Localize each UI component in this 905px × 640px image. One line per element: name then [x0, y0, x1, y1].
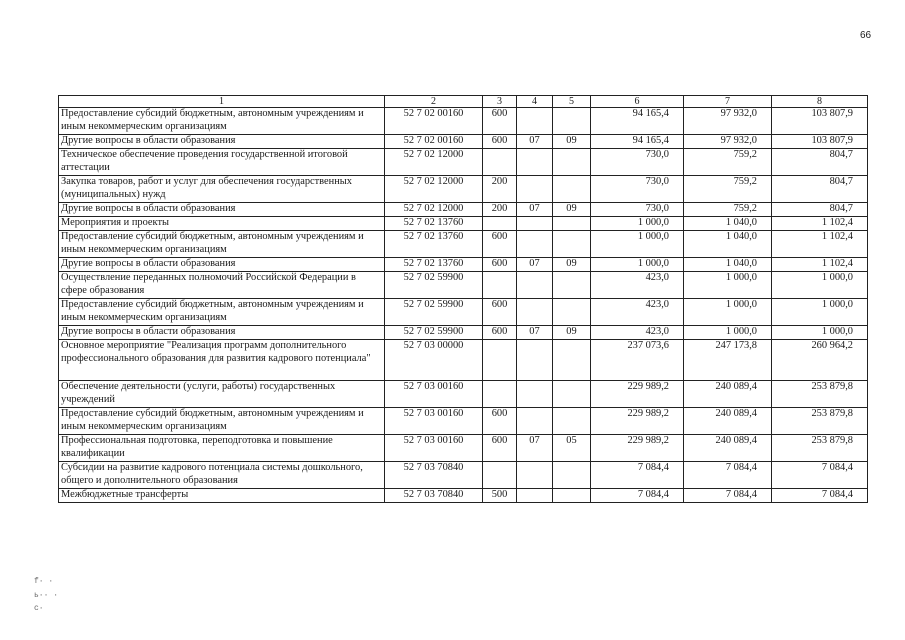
cell-subsection [553, 176, 591, 203]
cell-value-2023: 7 084,4 [772, 462, 868, 489]
cell-type: 600 [483, 408, 517, 435]
table-row [59, 135, 868, 149]
table-row [59, 408, 868, 435]
column-number-row [59, 96, 868, 108]
cell-value-2021: 730,0 [591, 203, 684, 217]
cell-name: Основное мероприятие "Реализация программ дополнительного профессионального образования для развития кадрового потенциала" [59, 340, 385, 381]
cell-value-2021: 94 165,4 [591, 135, 684, 149]
cell-type: 600 [483, 435, 517, 462]
cell-value-2023: 260 964,2 [772, 340, 868, 381]
cell-value-2022: 240 089,4 [684, 435, 772, 462]
cell-value-2022: 97 932,0 [684, 108, 772, 135]
cell-value-2021: 1 000,0 [591, 231, 684, 258]
cell-code: 52 7 02 13760 [385, 258, 483, 272]
cell-type: 600 [483, 135, 517, 149]
cell-section [517, 217, 553, 231]
table-row [59, 326, 868, 340]
cell-type: 600 [483, 258, 517, 272]
table-row [59, 299, 868, 326]
table-row [59, 149, 868, 176]
cell-value-2022: 759,2 [684, 203, 772, 217]
cell-type: 600 [483, 326, 517, 340]
cell-value-2023: 1 000,0 [772, 272, 868, 299]
cell-name: Другие вопросы в области образования [59, 203, 385, 217]
cell-type: 600 [483, 108, 517, 135]
cell-value-2021: 229 989,2 [591, 435, 684, 462]
cell-subsection [553, 340, 591, 381]
cell-value-2022: 1 000,0 [684, 299, 772, 326]
cell-type [483, 462, 517, 489]
cell-code: 52 7 02 13760 [385, 217, 483, 231]
cell-value-2023: 804,7 [772, 176, 868, 203]
cell-section: 07 [517, 258, 553, 272]
table-row [59, 108, 868, 135]
cell-code: 52 7 02 12000 [385, 176, 483, 203]
cell-value-2021: 7 084,4 [591, 489, 684, 503]
table-row [59, 258, 868, 272]
column-number: 2 [385, 96, 483, 108]
cell-name: Предоставление субсидий бюджетным, автономным учреждениям и иным некоммерческим организациям [59, 299, 385, 326]
cell-value-2022: 759,2 [684, 149, 772, 176]
cell-subsection [553, 217, 591, 231]
cell-subsection [553, 149, 591, 176]
table-row [59, 217, 868, 231]
cell-subsection [553, 231, 591, 258]
cell-section: 07 [517, 326, 553, 340]
column-number: 7 [684, 96, 772, 108]
cell-subsection: 09 [553, 135, 591, 149]
table-row [59, 381, 868, 408]
cell-value-2023: 253 879,8 [772, 408, 868, 435]
cell-section [517, 462, 553, 489]
table-row [59, 231, 868, 258]
cell-name: Профессиональная подготовка, переподготовка и повышение квалификации [59, 435, 385, 462]
cell-code: 52 7 02 59900 [385, 326, 483, 340]
cell-code: 52 7 03 00160 [385, 435, 483, 462]
cell-value-2023: 7 084,4 [772, 489, 868, 503]
cell-value-2023: 253 879,8 [772, 435, 868, 462]
table-row [59, 340, 868, 381]
cell-subsection [553, 299, 591, 326]
table-body [59, 96, 868, 503]
cell-type: 500 [483, 489, 517, 503]
cell-code: 52 7 03 00160 [385, 381, 483, 408]
cell-type [483, 272, 517, 299]
cell-value-2021: 7 084,4 [591, 462, 684, 489]
cell-code: 52 7 02 59900 [385, 299, 483, 326]
cell-section [517, 489, 553, 503]
cell-name: Предоставление субсидий бюджетным, автономным учреждениям и иным некоммерческим организациям [59, 408, 385, 435]
page-number: 66 [860, 30, 872, 41]
cell-code: 52 7 02 00160 [385, 108, 483, 135]
column-number: 6 [591, 96, 684, 108]
cell-name: Предоставление субсидий бюджетным, автономным учреждениям и иным некоммерческим организациям [59, 108, 385, 135]
cell-value-2022: 1 000,0 [684, 326, 772, 340]
cell-value-2021: 423,0 [591, 272, 684, 299]
cell-value-2023: 1 000,0 [772, 326, 868, 340]
cell-subsection [553, 462, 591, 489]
cell-value-2021: 1 000,0 [591, 258, 684, 272]
cell-section [517, 108, 553, 135]
cell-value-2021: 229 989,2 [591, 408, 684, 435]
cell-code: 52 7 03 00160 [385, 408, 483, 435]
cell-value-2023: 804,7 [772, 203, 868, 217]
cell-value-2022: 759,2 [684, 176, 772, 203]
cell-value-2022: 7 084,4 [684, 489, 772, 503]
cell-value-2021: 423,0 [591, 299, 684, 326]
cell-name: Другие вопросы в области образования [59, 258, 385, 272]
table-row [59, 203, 868, 217]
cell-value-2021: 423,0 [591, 326, 684, 340]
cell-subsection [553, 381, 591, 408]
cell-value-2023: 1 102,4 [772, 258, 868, 272]
column-number: 8 [772, 96, 868, 108]
cell-subsection [553, 408, 591, 435]
cell-value-2023: 1 000,0 [772, 299, 868, 326]
cell-type: 600 [483, 231, 517, 258]
table-row [59, 435, 868, 462]
cell-type: 600 [483, 299, 517, 326]
cell-name: Обеспечение деятельности (услуги, работы) государственных учреждений [59, 381, 385, 408]
cell-section [517, 149, 553, 176]
table-row [59, 489, 868, 503]
cell-value-2021: 730,0 [591, 176, 684, 203]
cell-type [483, 381, 517, 408]
cell-name: Мероприятия и проекты [59, 217, 385, 231]
table-row [59, 462, 868, 489]
cell-value-2022: 240 089,4 [684, 408, 772, 435]
table-row [59, 272, 868, 299]
cell-name: Межбюджетные трансферты [59, 489, 385, 503]
cell-subsection [553, 272, 591, 299]
cell-value-2022: 1 000,0 [684, 272, 772, 299]
margin-scan-mark: f· · [34, 577, 54, 586]
cell-value-2021: 237 073,6 [591, 340, 684, 381]
cell-type: 200 [483, 203, 517, 217]
column-number: 3 [483, 96, 517, 108]
cell-subsection: 05 [553, 435, 591, 462]
cell-section [517, 381, 553, 408]
cell-type [483, 149, 517, 176]
cell-value-2021: 94 165,4 [591, 108, 684, 135]
cell-code: 52 7 02 12000 [385, 203, 483, 217]
cell-value-2022: 1 040,0 [684, 231, 772, 258]
cell-code: 52 7 02 13760 [385, 231, 483, 258]
cell-subsection: 09 [553, 258, 591, 272]
cell-code: 52 7 02 12000 [385, 149, 483, 176]
cell-subsection: 09 [553, 203, 591, 217]
cell-subsection [553, 489, 591, 503]
cell-section: 07 [517, 135, 553, 149]
cell-code: 52 7 03 00000 [385, 340, 483, 381]
cell-value-2022: 97 932,0 [684, 135, 772, 149]
cell-name: Техническое обеспечение проведения государственной итоговой аттестации [59, 149, 385, 176]
cell-section: 07 [517, 203, 553, 217]
cell-value-2023: 1 102,4 [772, 217, 868, 231]
cell-value-2021: 730,0 [591, 149, 684, 176]
cell-subsection [553, 108, 591, 135]
cell-name: Субсидии на развитие кадрового потенциала системы дошкольного, общего и дополнительного образования [59, 462, 385, 489]
cell-section [517, 299, 553, 326]
cell-section [517, 176, 553, 203]
column-number: 5 [553, 96, 591, 108]
cell-section [517, 272, 553, 299]
margin-scan-mark: ь·· · [34, 591, 59, 600]
cell-type [483, 340, 517, 381]
cell-value-2021: 229 989,2 [591, 381, 684, 408]
cell-value-2022: 7 084,4 [684, 462, 772, 489]
cell-section [517, 231, 553, 258]
cell-name: Закупка товаров, работ и услуг для обеспечения государственных (муниципальных) нужд [59, 176, 385, 203]
cell-subsection: 09 [553, 326, 591, 340]
cell-value-2023: 103 807,9 [772, 108, 868, 135]
cell-section [517, 408, 553, 435]
cell-name: Другие вопросы в области образования [59, 326, 385, 340]
cell-value-2022: 1 040,0 [684, 258, 772, 272]
column-number: 4 [517, 96, 553, 108]
cell-value-2021: 1 000,0 [591, 217, 684, 231]
margin-scan-mark: с· [34, 604, 44, 613]
cell-code: 52 7 03 70840 [385, 462, 483, 489]
cell-section: 07 [517, 435, 553, 462]
cell-value-2023: 804,7 [772, 149, 868, 176]
cell-value-2023: 1 102,4 [772, 231, 868, 258]
cell-value-2023: 103 807,9 [772, 135, 868, 149]
table-row [59, 176, 868, 203]
budget-table [58, 95, 867, 503]
cell-value-2022: 240 089,4 [684, 381, 772, 408]
cell-value-2022: 247 173,8 [684, 340, 772, 381]
cell-name: Предоставление субсидий бюджетным, автономным учреждениям и иным некоммерческим организациям [59, 231, 385, 258]
cell-code: 52 7 03 70840 [385, 489, 483, 503]
cell-name: Осуществление переданных полномочий Российской Федерации в сфере образования [59, 272, 385, 299]
cell-code: 52 7 02 00160 [385, 135, 483, 149]
cell-code: 52 7 02 59900 [385, 272, 483, 299]
cell-value-2023: 253 879,8 [772, 381, 868, 408]
cell-value-2022: 1 040,0 [684, 217, 772, 231]
cell-type [483, 217, 517, 231]
budget-table-grid [58, 95, 868, 503]
cell-type: 200 [483, 176, 517, 203]
cell-section [517, 340, 553, 381]
column-number: 1 [59, 96, 385, 108]
cell-name: Другие вопросы в области образования [59, 135, 385, 149]
